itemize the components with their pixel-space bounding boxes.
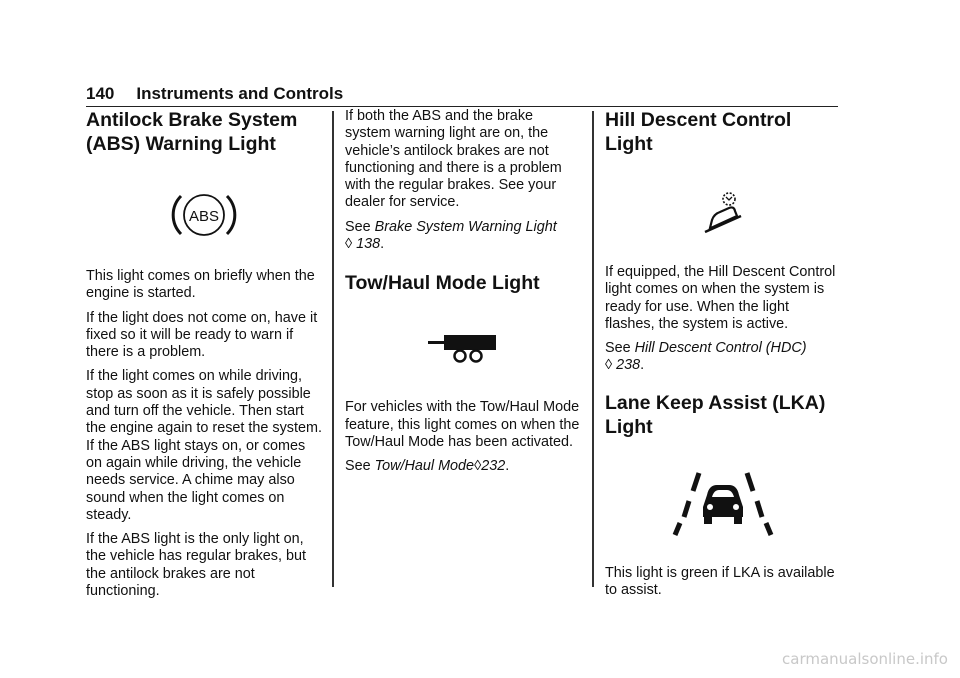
watermark: carmanualsonline.info <box>782 650 948 668</box>
abs-paragraph: If the light comes on while driving, stop as soon as it is safely possible and turn off the vehicle. Then start the engine again to reset the system. If the ABS light stays on, or comes on again while driving, the vehicle needs service. A chime may also sound when the light comes on steady. <box>86 368 322 523</box>
column-1 <box>86 108 322 607</box>
see-reference: See Brake System Warning Light ◊ 138. <box>345 218 557 253</box>
page-header <box>86 84 838 107</box>
abs-brake-paragraph: If both the ABS and the brake system warning light are on, the vehicle’s antilock brakes are not functioning and there is a problem with the regular brakes. See your dealer for service. <box>345 108 562 211</box>
see-reference: See Hill Descent Control (HDC) ◊ 238. <box>605 340 807 374</box>
section-title: Instruments and Controls <box>136 84 344 103</box>
tow-haul-heading: Tow/Haul Mode Light <box>345 272 540 295</box>
abs-paragraph: This light comes on briefly when the engine is started. <box>86 268 315 302</box>
abs-paragraph: If the light does not come on, have it fixed so it will be ready to warn if there is a problem. <box>86 309 318 361</box>
hdc-link[interactable]: Hill Descent Control (HDC) <box>634 340 807 357</box>
hill-descent-control-icon <box>605 190 840 236</box>
abs-paragraph: If the ABS light is the only light on, the vehicle has regular brakes, but the antilock brakes are not functioning. <box>86 531 306 600</box>
abs-warning-icon <box>86 190 322 240</box>
lka-paragraph: This light is green if LKA is available to assist. <box>605 564 835 599</box>
page-arrow-icon: ◊ <box>345 236 353 253</box>
column-2 <box>345 108 580 483</box>
page-number: 140 <box>86 84 115 103</box>
hdc-paragraph: If equipped, the Hill Descent Control light comes on when the system is ready for use. When the light flashes, the system is active. <box>605 264 836 332</box>
page-ref[interactable]: 232 <box>481 458 506 475</box>
tow-haul-paragraph: For vehicles with the Tow/Haul Mode feature, this light comes on when the Tow/Haul Mode has been activated. <box>345 399 580 450</box>
page-ref[interactable]: 238 <box>616 357 641 374</box>
abs-icon-text: ABS <box>188 208 220 225</box>
page-arrow-icon: ◊ <box>474 458 482 475</box>
lane-keep-assist-icon <box>605 471 840 537</box>
column-divider <box>592 111 594 587</box>
hdc-heading: Hill Descent Control Light <box>605 109 792 155</box>
column-3 <box>605 108 840 606</box>
page-arrow-icon: ◊ <box>605 357 613 374</box>
lka-heading: Lane Keep Assist (LKA) Light <box>605 391 826 438</box>
tow-haul-trailer-icon <box>345 333 580 365</box>
see-reference: See Tow/Haul Mode◊232. <box>345 458 510 475</box>
page-ref[interactable]: 138 <box>356 236 381 253</box>
brake-warning-link[interactable]: Brake System Warning Light <box>374 218 557 235</box>
tow-haul-link[interactable]: Tow/Haul Mode <box>374 458 475 475</box>
abs-heading: Antilock Brake System (ABS) Warning Light <box>86 109 298 155</box>
column-divider <box>332 111 334 587</box>
